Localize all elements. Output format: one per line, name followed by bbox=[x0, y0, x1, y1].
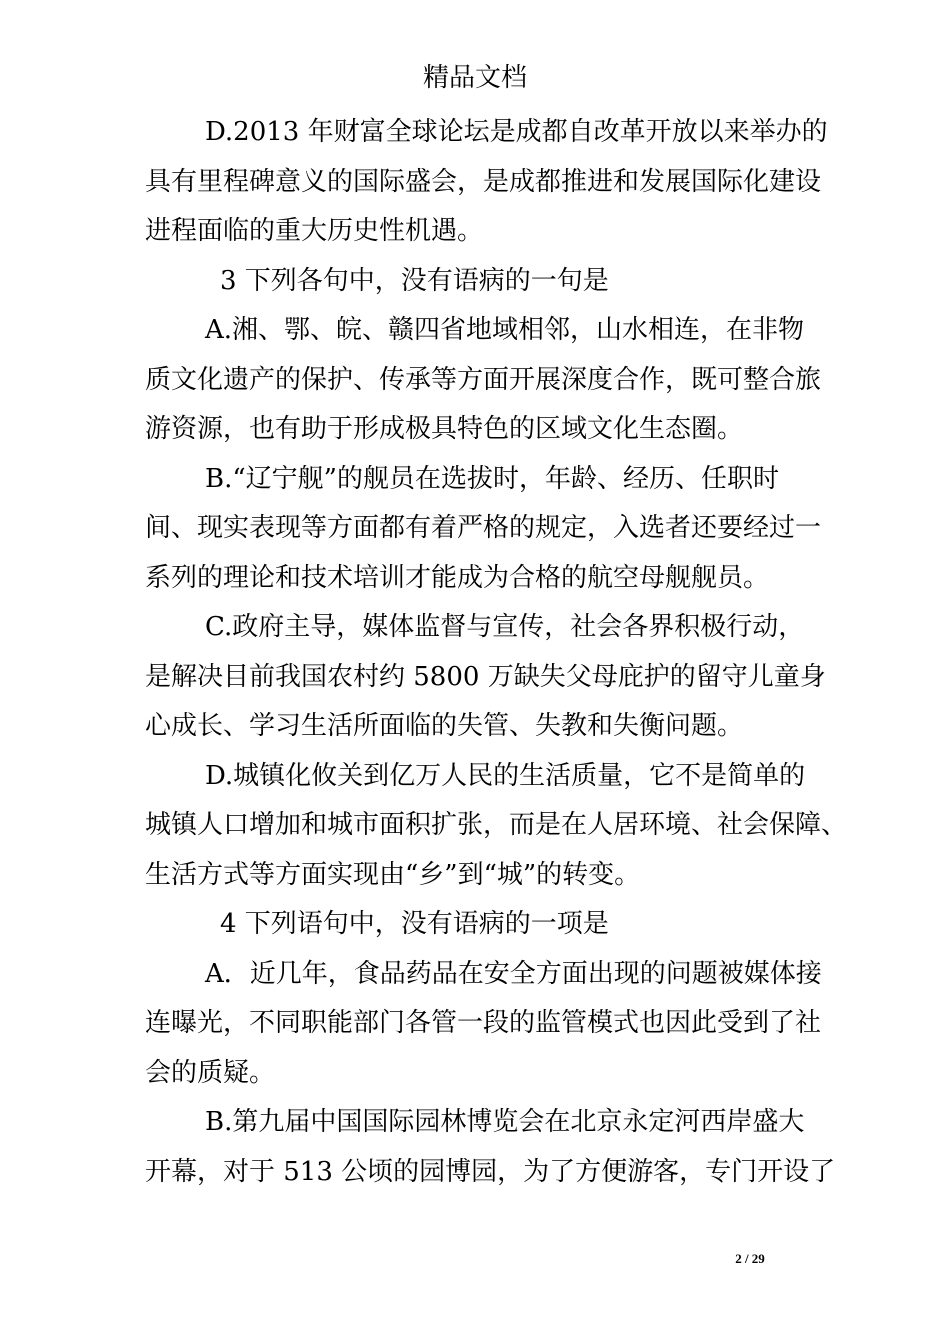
text-line: 具有里程碑意义的国际盛会，是成都推进和发展国际化建设 bbox=[145, 166, 822, 197]
paragraph-option-a bbox=[145, 306, 825, 455]
text-line: 心成长、学习生活所面临的失管、失教和失衡问题。 bbox=[145, 711, 744, 741]
page-header: 精品文档 bbox=[422, 63, 527, 93]
text-line: A．近几年，食品药品在安全方面出现的问题被媒体接 bbox=[205, 958, 822, 989]
text-line: 开幕，对于 513 公顷的园博园，为了方便游客，专门开设了 bbox=[145, 1156, 836, 1187]
text-line: 连曝光，不同职能部门各管一段的监管模式也因此受到了社 bbox=[145, 1008, 822, 1038]
text-line: 3 下列各句中，没有语病的一句是 bbox=[220, 265, 609, 296]
question-4-heading bbox=[145, 900, 825, 950]
paragraph-option-c bbox=[145, 603, 825, 752]
text-line: 质文化遗产的保护、传承等方面开展深度合作，既可整合旅 bbox=[145, 364, 822, 395]
paragraph-option-d bbox=[145, 752, 848, 901]
text-line: 系列的理论和技术培训才能成为合格的航空母舰舰员。 bbox=[145, 562, 770, 593]
text-line: 城镇人口增加和城市面积扩张，而是在人居环境、社会保障、 bbox=[145, 810, 848, 840]
text-line: C.政府主导，媒体监督与宣传，社会各界积极行动， bbox=[205, 612, 805, 642]
text-line: 进程面临的重大历史性机遇。 bbox=[145, 216, 484, 246]
question-3-heading bbox=[145, 257, 825, 307]
text-line: A.湘、鄂、皖、赣四省地域相邻，山水相连，在非物 bbox=[205, 315, 805, 345]
text-line: B.第九届中国国际园林博览会在北京永定河西岸盛大 bbox=[205, 1107, 805, 1137]
text-line: 是解决目前我国农村约 5800 万缺失父母庇护的留守儿童身 bbox=[145, 661, 826, 692]
paragraph-option-b bbox=[145, 455, 825, 604]
text-line: 会的质疑。 bbox=[145, 1057, 276, 1088]
paragraph-q4-option-a bbox=[145, 950, 825, 1099]
text-line: D.2013 年财富全球论坛是成都自改革开放以来举办的 bbox=[205, 117, 828, 147]
paragraph-option-d-forum bbox=[145, 108, 828, 257]
page-number: 2 / 29 bbox=[735, 1251, 765, 1266]
document-body bbox=[145, 108, 848, 1197]
paragraph-q4-option-b bbox=[145, 1098, 836, 1197]
text-line: B.“辽宁舰”的舰员在选拔时，年龄、经历、任职时 bbox=[205, 463, 779, 494]
text-line: 间、现实表现等方面都有着严格的规定，入选者还要经过一 bbox=[145, 513, 822, 543]
text-line: 生活方式等方面实现由“乡”到“城”的转变。 bbox=[145, 859, 641, 890]
text-line: 4 下列语句中，没有语病的一项是 bbox=[220, 909, 609, 939]
text-line: D.城镇化攸关到亿万人民的生活质量，它不是简单的 bbox=[205, 760, 806, 791]
text-line: 游资源，也有助于形成极具特色的区域文化生态圈。 bbox=[145, 414, 744, 444]
